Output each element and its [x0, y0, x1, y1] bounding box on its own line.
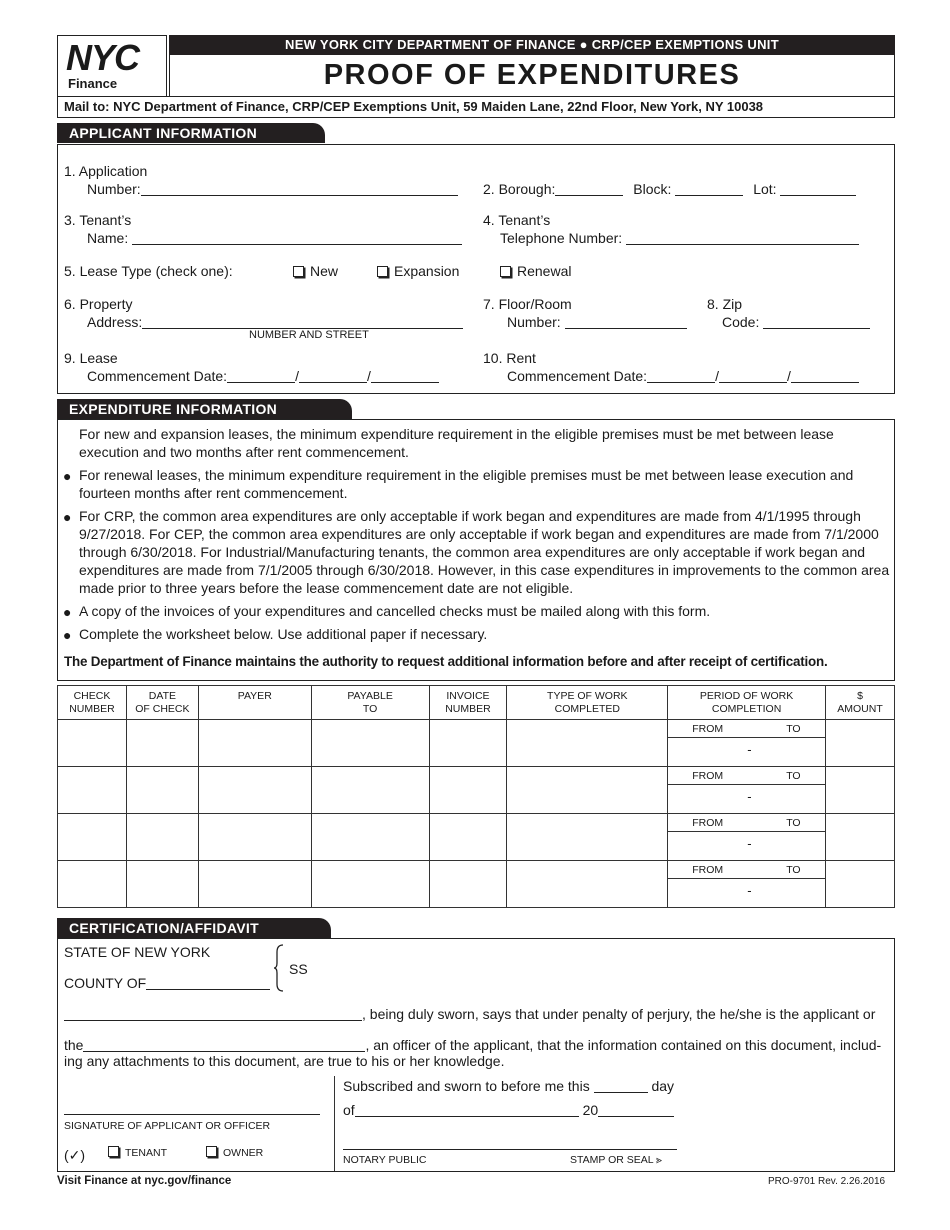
- mail-to-address: Mail to: NYC Department of Finance, CRP/CEP Exemptions Unit, 59 Maiden Lane, 22nd Floor, New York, NY 10038: [57, 96, 895, 118]
- officer-statement-continued: ing any attachments to this document, are true to his or her knowledge.: [64, 1053, 505, 1069]
- ss-label: SS: [289, 961, 308, 977]
- sworn-statement: , being duly sworn, says that under penalty of perjury, the he/she is the applicant or: [362, 1006, 876, 1022]
- col-payer: PAYER: [198, 686, 311, 720]
- property-address-label: 6. Property: [64, 296, 133, 312]
- logo-nyc-text: NYC: [66, 37, 140, 78]
- date-cell[interactable]: [126, 814, 198, 861]
- floor-room-field[interactable]: [565, 315, 687, 329]
- date-sep: /: [786, 368, 791, 384]
- notary-signature-line[interactable]: [343, 1149, 677, 1150]
- table-header-row: [58, 686, 895, 720]
- invoice-cell[interactable]: [429, 814, 507, 861]
- invoice-cell[interactable]: [429, 767, 507, 814]
- period-cell[interactable]: FROM TO -: [668, 720, 826, 767]
- bullet-icon: ●: [63, 509, 72, 525]
- lease-day-field[interactable]: [299, 369, 367, 383]
- tenant-phone-field[interactable]: [626, 231, 859, 245]
- application-number-sublabel: Number:: [87, 181, 141, 197]
- list-item: ● For renewal leases, the minimum expenditure requirement in the eligible premises must be met between lease execution and fourteen months after rent commencement.: [63, 467, 854, 501]
- tenant-label: TENANT: [125, 1147, 167, 1159]
- bullet-icon: ●: [63, 604, 72, 620]
- work-type-cell[interactable]: [507, 861, 668, 908]
- form-id: PRO-9701 Rev. 2.26.2016: [768, 1176, 886, 1187]
- work-type-cell[interactable]: [507, 814, 668, 861]
- curly-brace-icon: [273, 944, 287, 992]
- payable-to-cell[interactable]: [311, 861, 429, 908]
- zip-code-label: 8. Zip: [707, 296, 743, 312]
- lot-field[interactable]: [780, 182, 856, 196]
- renewal-checkbox[interactable]: [500, 266, 511, 277]
- lease-commencement-label: 9. Lease: [64, 350, 118, 366]
- payer-cell[interactable]: [198, 814, 311, 861]
- amount-cell[interactable]: [826, 767, 895, 814]
- list-item: ● Complete the worksheet below. Use additional paper if necessary.: [63, 626, 488, 643]
- lease-commencement-sublabel: Commencement Date:: [87, 368, 228, 384]
- rent-month-field[interactable]: [647, 369, 715, 383]
- payable-to-cell[interactable]: [311, 720, 429, 767]
- rent-commencement-sublabel: Commencement Date:: [507, 368, 648, 384]
- invoice-cell[interactable]: [429, 861, 507, 908]
- amount-cell[interactable]: [826, 814, 895, 861]
- tenant-option[interactable]: [108, 1146, 167, 1159]
- payable-to-cell[interactable]: [311, 814, 429, 861]
- date-sep: /: [366, 368, 371, 384]
- date-sep: /: [295, 368, 299, 384]
- col-type-of-work: TYPE OF WORK COMPLETED: [507, 686, 668, 720]
- lease-type-label: 5. Lease Type (check one):: [64, 263, 233, 279]
- borough-label: 2. Borough:: [483, 181, 556, 197]
- table-row: [58, 767, 895, 814]
- col-period-of-work: PERIOD OF WORK COMPLETION: [668, 686, 826, 720]
- county-label: COUNTY OF: [64, 975, 147, 991]
- invoice-cell[interactable]: [429, 720, 507, 767]
- period-cell[interactable]: FROM TO -: [668, 814, 826, 861]
- payer-cell[interactable]: [198, 720, 311, 767]
- list-item: ● A copy of the invoices of your expenditures and cancelled checks must be mailed along with this form.: [63, 603, 711, 620]
- new-label: New: [310, 263, 339, 279]
- of-label: of: [343, 1102, 355, 1118]
- table-row: [58, 720, 895, 767]
- applicant-section-title: APPLICANT INFORMATION: [57, 123, 325, 143]
- period-cell[interactable]: FROM TO -: [668, 861, 826, 908]
- authority-note: The Department of Finance maintains the authority to request additional information before and after receipt of certification.: [64, 654, 828, 669]
- col-invoice-number: INVOICE NUMBER: [429, 686, 507, 720]
- logo-finance-text: Finance: [68, 76, 118, 91]
- renewal-label: Renewal: [517, 263, 572, 279]
- footer-visit: Visit Finance at nyc.gov/finance: [57, 1175, 232, 1187]
- payable-to-cell[interactable]: [311, 767, 429, 814]
- payer-cell[interactable]: [198, 767, 311, 814]
- notary-public-label: NOTARY PUBLIC: [343, 1154, 427, 1166]
- property-address-sublabel: Address:: [87, 314, 143, 330]
- zip-code-field[interactable]: [763, 315, 870, 329]
- floor-room-label: 7. Floor/Room: [483, 296, 572, 312]
- officer-title-field[interactable]: [83, 1038, 365, 1052]
- date-cell[interactable]: [126, 861, 198, 908]
- notary-divider: [334, 1076, 335, 1171]
- table-row: [58, 861, 895, 908]
- expansion-label: Expansion: [394, 263, 460, 279]
- application-number-label: 1. Application: [64, 163, 148, 179]
- check-number-cell[interactable]: [58, 720, 127, 767]
- new-checkbox[interactable]: [293, 266, 304, 277]
- tenant-checkbox[interactable]: [108, 1146, 119, 1157]
- tenant-name-label: 3. Tenant’s: [64, 212, 132, 228]
- bullet-icon: ●: [63, 468, 72, 484]
- checkmark-label: (✓): [64, 1147, 86, 1163]
- rent-day-field[interactable]: [719, 369, 787, 383]
- payer-cell[interactable]: [198, 861, 311, 908]
- day-field[interactable]: [594, 1079, 648, 1093]
- list-item: ● For CRP, the common area expenditures are only acceptable if work began and expenditures are made from 4/1/1995 through 9/27/2018. For CEP, the common area expenditures are only acceptable if work began and expenditures are made from 7/1/2000 through 6/30/2018. For Industrial/Manufacturing tenants, the common area expenditures are only acceptable if work began and expenditures are made from 7/1/2005 through 6/30/2018. However, in this case expenditures in improvements to the common area made prior to three years before the lease commencement date are not eligible.: [63, 508, 890, 596]
- rent-year-field[interactable]: [791, 369, 859, 383]
- col-check-number: CHECK NUMBER: [58, 686, 127, 720]
- county-field[interactable]: [146, 976, 270, 990]
- lease-month-field[interactable]: [227, 369, 295, 383]
- signature-line[interactable]: [64, 1114, 320, 1115]
- nyc-finance-logo: [57, 35, 167, 97]
- month-field[interactable]: [355, 1103, 579, 1117]
- zip-code-sublabel: Code:: [722, 314, 760, 330]
- work-type-cell[interactable]: [507, 720, 668, 767]
- owner-label: OWNER: [223, 1147, 264, 1159]
- amount-cell[interactable]: [826, 861, 895, 908]
- tenant-name-field[interactable]: [132, 231, 462, 245]
- officer-statement: , an officer of the applicant, that the information contained on this document, includ-: [365, 1037, 882, 1053]
- expenditure-intro: For new and expansion leases, the minimum expenditure requirement in the eligible premises must be met between lease execution and two months after rent commencement.: [79, 426, 834, 460]
- the-prefix: the: [64, 1037, 84, 1053]
- expenditure-worksheet: [57, 685, 895, 908]
- date-cell[interactable]: [126, 720, 198, 767]
- lease-type-new-option[interactable]: [293, 262, 338, 280]
- day-label: day: [651, 1078, 675, 1094]
- stamp-or-seal-label: STAMP OR SEAL: [570, 1154, 654, 1166]
- number-and-street-caption: NUMBER AND STREET: [249, 329, 369, 341]
- lot-label: Lot:: [753, 181, 777, 197]
- check-number-cell[interactable]: [58, 814, 127, 861]
- borough-field[interactable]: [555, 182, 623, 196]
- date-sep: /: [715, 368, 719, 384]
- application-number-field[interactable]: [141, 182, 458, 196]
- col-amount: $ AMOUNT: [826, 686, 895, 720]
- col-payable-to: PAYABLE TO: [311, 686, 429, 720]
- rent-commencement-label: 10. Rent: [483, 350, 536, 366]
- subscribed-label: Subscribed and sworn to before me this: [343, 1078, 590, 1094]
- block-field[interactable]: [675, 182, 743, 196]
- year-prefix: 20: [582, 1102, 599, 1118]
- year-field[interactable]: [598, 1103, 674, 1117]
- arrow-right-icon: ⪢: [656, 1154, 663, 1166]
- lease-type-expansion-option[interactable]: [377, 262, 459, 280]
- owner-checkbox[interactable]: [206, 1146, 217, 1157]
- date-cell[interactable]: [126, 767, 198, 814]
- title-box: [169, 55, 895, 97]
- expenditure-section-title: EXPENDITURE INFORMATION: [57, 399, 352, 419]
- affiant-name-field[interactable]: [64, 1007, 362, 1021]
- department-banner: NEW YORK CITY DEPARTMENT OF FINANCE ● CRP/CEP EXEMPTIONS UNIT: [169, 35, 895, 55]
- period-cell[interactable]: FROM TO -: [668, 767, 826, 814]
- block-label: Block:: [633, 181, 672, 197]
- certification-section-title: CERTIFICATION/AFFIDAVIT: [57, 918, 331, 938]
- check-number-cell[interactable]: [58, 767, 127, 814]
- expenditure-rules: [57, 425, 891, 648]
- lease-year-field[interactable]: [371, 369, 439, 383]
- floor-room-sublabel: Number:: [507, 314, 561, 330]
- work-type-cell[interactable]: [507, 767, 668, 814]
- state-label: STATE OF NEW YORK: [64, 944, 211, 960]
- tenant-phone-sublabel: Telephone Number:: [500, 230, 623, 246]
- signature-label: SIGNATURE OF APPLICANT OR OFFICER: [64, 1120, 271, 1132]
- check-number-cell[interactable]: [58, 861, 127, 908]
- expansion-checkbox[interactable]: [377, 266, 388, 277]
- bullet-icon: ●: [63, 627, 72, 643]
- tenant-phone-label: 4. Tenant’s: [483, 212, 551, 228]
- lease-type-renewal-option[interactable]: [500, 262, 571, 280]
- page-title: PROOF OF EXPENDITURES: [323, 59, 741, 91]
- amount-cell[interactable]: [826, 720, 895, 767]
- col-date-of-check: DATE OF CHECK: [126, 686, 198, 720]
- property-address-field[interactable]: [142, 315, 463, 329]
- table-row: [58, 814, 895, 861]
- owner-option[interactable]: [206, 1146, 263, 1159]
- tenant-name-sublabel: Name:: [87, 230, 129, 246]
